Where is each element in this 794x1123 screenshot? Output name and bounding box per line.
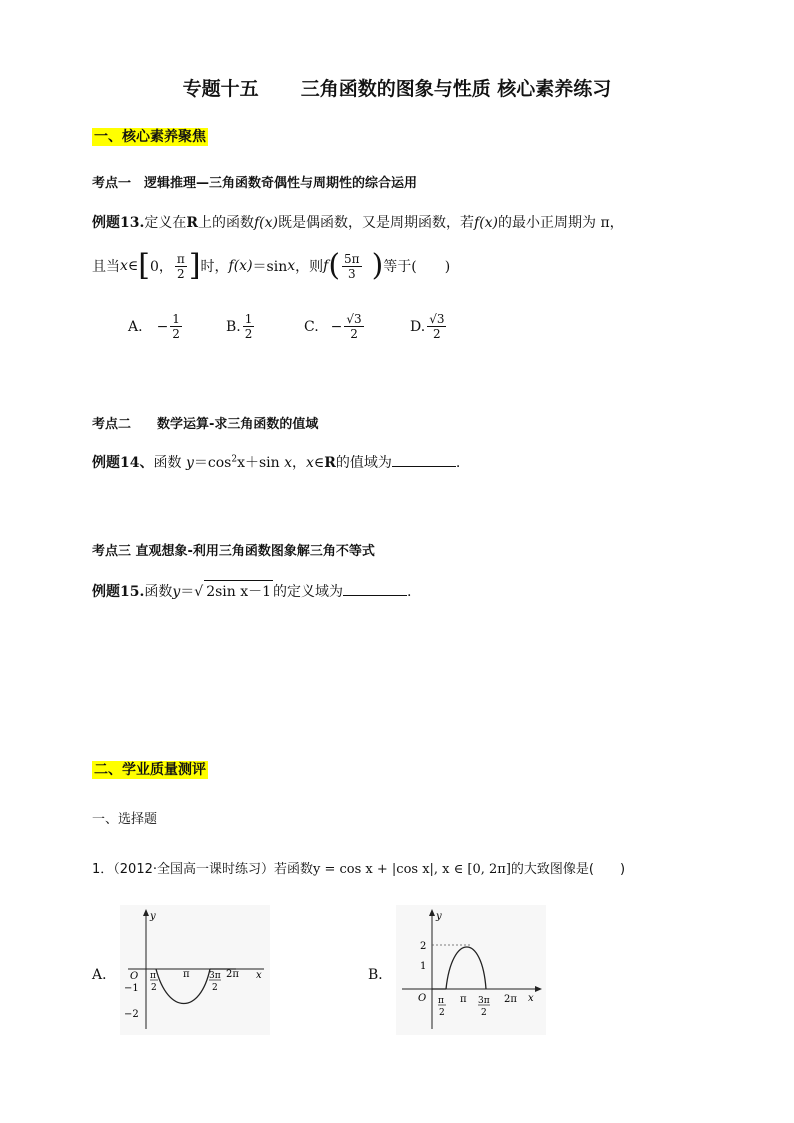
option-b-label[interactable]: B． bbox=[368, 967, 393, 983]
answer-blank-15[interactable] bbox=[343, 583, 407, 596]
title-part1: 专题十五 bbox=[182, 78, 259, 100]
example13-line2: 且当 x ∈ [ 0， $\frac{\pi}{2}$ ] 时， f(x) ＝sin x ，则 f ( $\frac{5\pi}{3}$ ) 等于( ) bbox=[92, 248, 451, 283]
graph-a-tick-3pi2-num: 3π bbox=[209, 971, 221, 981]
graph-b-tick-y1: 1 bbox=[420, 961, 427, 972]
graph-a-tick-pi2-den: 2 bbox=[151, 983, 157, 993]
option-a-label[interactable]: A． bbox=[92, 967, 117, 983]
graph-b-x-label: x bbox=[528, 993, 534, 1004]
graph-a-tick-y2: −2 bbox=[124, 1009, 139, 1020]
answer-blank-14[interactable] bbox=[392, 454, 456, 467]
graph-a-x-label: x bbox=[256, 970, 262, 981]
graph-a-y-label: y bbox=[150, 911, 156, 922]
page-title bbox=[0, 74, 794, 101]
frac-5pi-over-3: $\frac{5\pi}{3}$ bbox=[344, 251, 360, 281]
graph-b-y-label: y bbox=[436, 911, 442, 922]
example14: 例题14、函数 $y=\cos^2x+\sin$ x，x∈R的值域为 . bbox=[92, 454, 461, 471]
question-1: 1．（2012·全国高一课时练习）若函数y = cos x + |cos x|, x ∈ [0, 2π]的大致图像是( ) bbox=[92, 862, 626, 877]
graph-a-tick-pi2-num: π bbox=[150, 971, 156, 981]
graph-b-tick-pi: π bbox=[460, 994, 467, 1005]
kp3-label: 考点三 直观想象-利用三角函数图象解三角不等式 bbox=[92, 544, 375, 559]
graph-b-tick-3pi2-num: 3π bbox=[478, 996, 490, 1006]
kp2-label: 考点二 数学运算-求三角函数的值域 bbox=[92, 417, 319, 432]
section2-heading: 二、学业质量测评 bbox=[94, 762, 206, 778]
graph-b-origin: O bbox=[418, 993, 427, 1004]
kp1-label: 考点一 逻辑推理—三角函数奇偶性与周期性的综合运用 bbox=[92, 176, 418, 191]
graph-b-tick-3pi2-den: 2 bbox=[481, 1008, 487, 1018]
example13-line1: 例题13.定义在R上的函数f(x)既是偶函数，又是周期函数，若f(x)的最小正周期为 π， bbox=[92, 215, 624, 231]
graph-a-tick-2pi: 2π bbox=[226, 969, 239, 980]
graph-a-tick-pi: π bbox=[183, 969, 190, 980]
graph-b[interactable] bbox=[396, 905, 546, 1035]
option-b[interactable]: B. $\frac{1}{2}$ bbox=[226, 312, 253, 341]
section1-heading: 一、核心素养聚焦 bbox=[94, 129, 206, 145]
option-d[interactable]: D. $\frac{√3}{2}$ bbox=[410, 312, 445, 341]
subsection-choice: 一、选择题 bbox=[92, 812, 158, 827]
option-a[interactable]: A. − $\frac{1}{2}$ bbox=[128, 312, 180, 341]
graph-a-tick-y1: −1 bbox=[124, 983, 139, 994]
title-part2: 三角函数的图象与性质 核心素养练习 bbox=[300, 78, 612, 100]
graph-b-tick-pi2-den: 2 bbox=[439, 1008, 445, 1018]
option-c[interactable]: C. − $\frac{√3}{2}$ bbox=[304, 312, 362, 341]
graph-b-tick-pi2-num: π bbox=[438, 996, 444, 1006]
graph-a-tick-3pi2-den: 2 bbox=[212, 983, 218, 993]
graph-b-tick-y2: 2 bbox=[420, 941, 427, 952]
graph-a-origin: O bbox=[130, 971, 139, 982]
frac-pi-over-2: $\frac{\pi}{2}$ bbox=[176, 251, 185, 281]
graph-a[interactable] bbox=[120, 905, 270, 1035]
graph-b-tick-2pi: 2π bbox=[504, 994, 517, 1005]
example15: 例题15.函数y＝√ 2sin x－1 的定义域为 . bbox=[92, 580, 412, 601]
